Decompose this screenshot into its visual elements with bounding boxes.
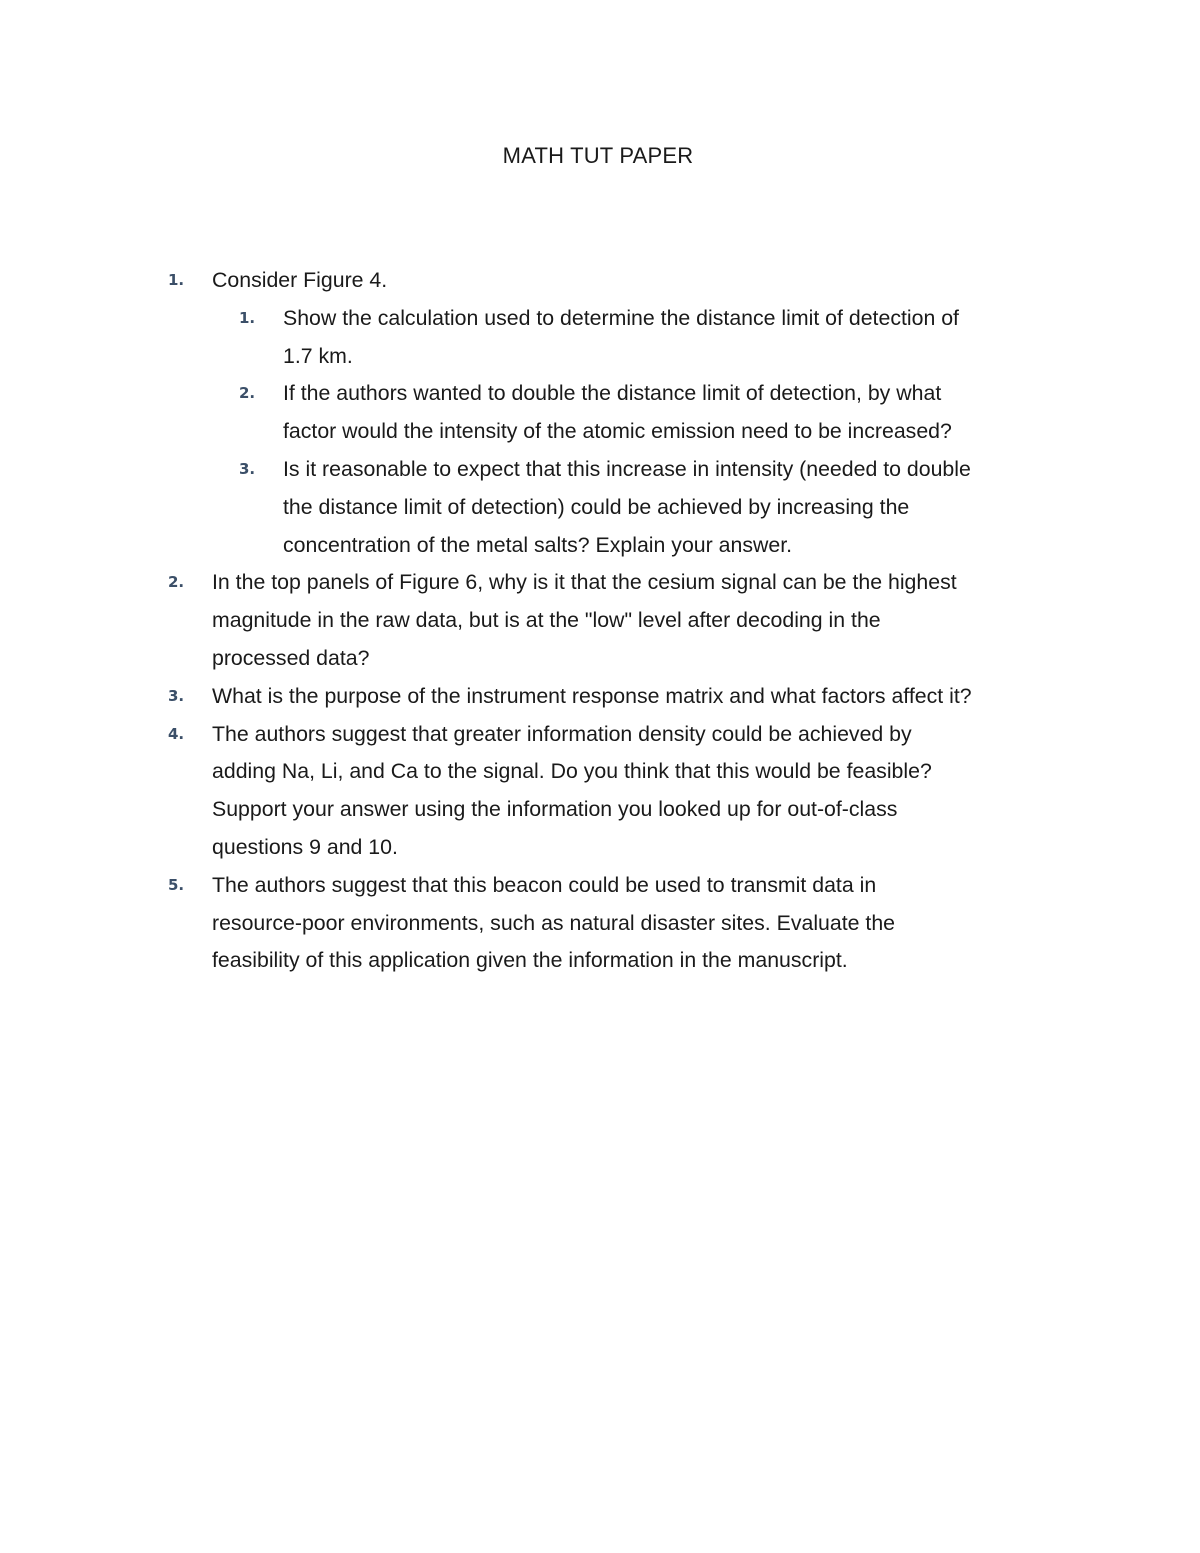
question-number: 5. bbox=[168, 875, 185, 894]
text-line: In the top panels of Figure 6, why is it that the cesium signal can be the highest bbox=[212, 570, 957, 595]
text-line: magnitude in the raw data, but is at the "low" level after decoding in the bbox=[212, 608, 881, 633]
subquestion-1-3 bbox=[239, 451, 1068, 564]
text-line: What is the purpose of the instrument response matrix and what factors affect it? bbox=[212, 683, 972, 708]
text-line: questions 9 and 10. bbox=[212, 834, 398, 859]
text-line: adding Na, Li, and Ca to the signal. Do you think that this would be feasible? bbox=[212, 759, 932, 784]
text-line: If the authors wanted to double the distance limit of detection, by what bbox=[283, 381, 942, 406]
text-line: 1.7 km. bbox=[283, 343, 353, 368]
text-line: processed data? bbox=[212, 645, 370, 670]
subquestion-list bbox=[239, 300, 1068, 565]
text-line: The authors suggest that greater information density could be achieved by bbox=[212, 721, 912, 746]
text-line: The authors suggest that this beacon could be used to transmit data in bbox=[212, 872, 877, 897]
subquestion-number: 1. bbox=[239, 308, 256, 327]
text-line: Is it reasonable to expect that this increase in intensity (needed to double bbox=[283, 456, 971, 481]
subquestion-number: 2. bbox=[239, 384, 256, 403]
question-number: 2. bbox=[168, 573, 185, 592]
text-line: Support your answer using the information you looked up for out-of-class bbox=[212, 797, 898, 822]
text-line: concentration of the metal salts? Explain your answer. bbox=[283, 532, 793, 557]
text-line: Show the calculation used to determine the distance limit of detection of bbox=[283, 305, 959, 330]
question-4 bbox=[168, 716, 1068, 867]
question-number: 3. bbox=[168, 686, 185, 705]
question-2 bbox=[168, 564, 1068, 677]
text-line: factor would the intensity of the atomic emission need to be increased? bbox=[283, 419, 952, 444]
text-line: resource-poor environments, such as natural disaster sites. Evaluate the bbox=[212, 910, 896, 935]
question-number: 4. bbox=[168, 724, 185, 743]
question-5 bbox=[168, 867, 1068, 980]
question-text: Consider Figure 4. bbox=[212, 268, 388, 292]
question-number: 1. bbox=[168, 271, 185, 289]
question-list bbox=[168, 262, 1068, 980]
question-3 bbox=[168, 678, 1068, 716]
subquestion-1-1 bbox=[239, 300, 1068, 376]
text-line: the distance limit of detection) could be achieved by increasing the bbox=[283, 494, 910, 519]
subquestion-number: 3. bbox=[239, 459, 256, 478]
text-line: feasibility of this application given the information in the manuscript. bbox=[212, 948, 848, 973]
subquestion-1-2 bbox=[239, 375, 1068, 451]
page-title: MATH TUT PAPER bbox=[502, 143, 694, 168]
question-1 bbox=[168, 262, 1068, 564]
